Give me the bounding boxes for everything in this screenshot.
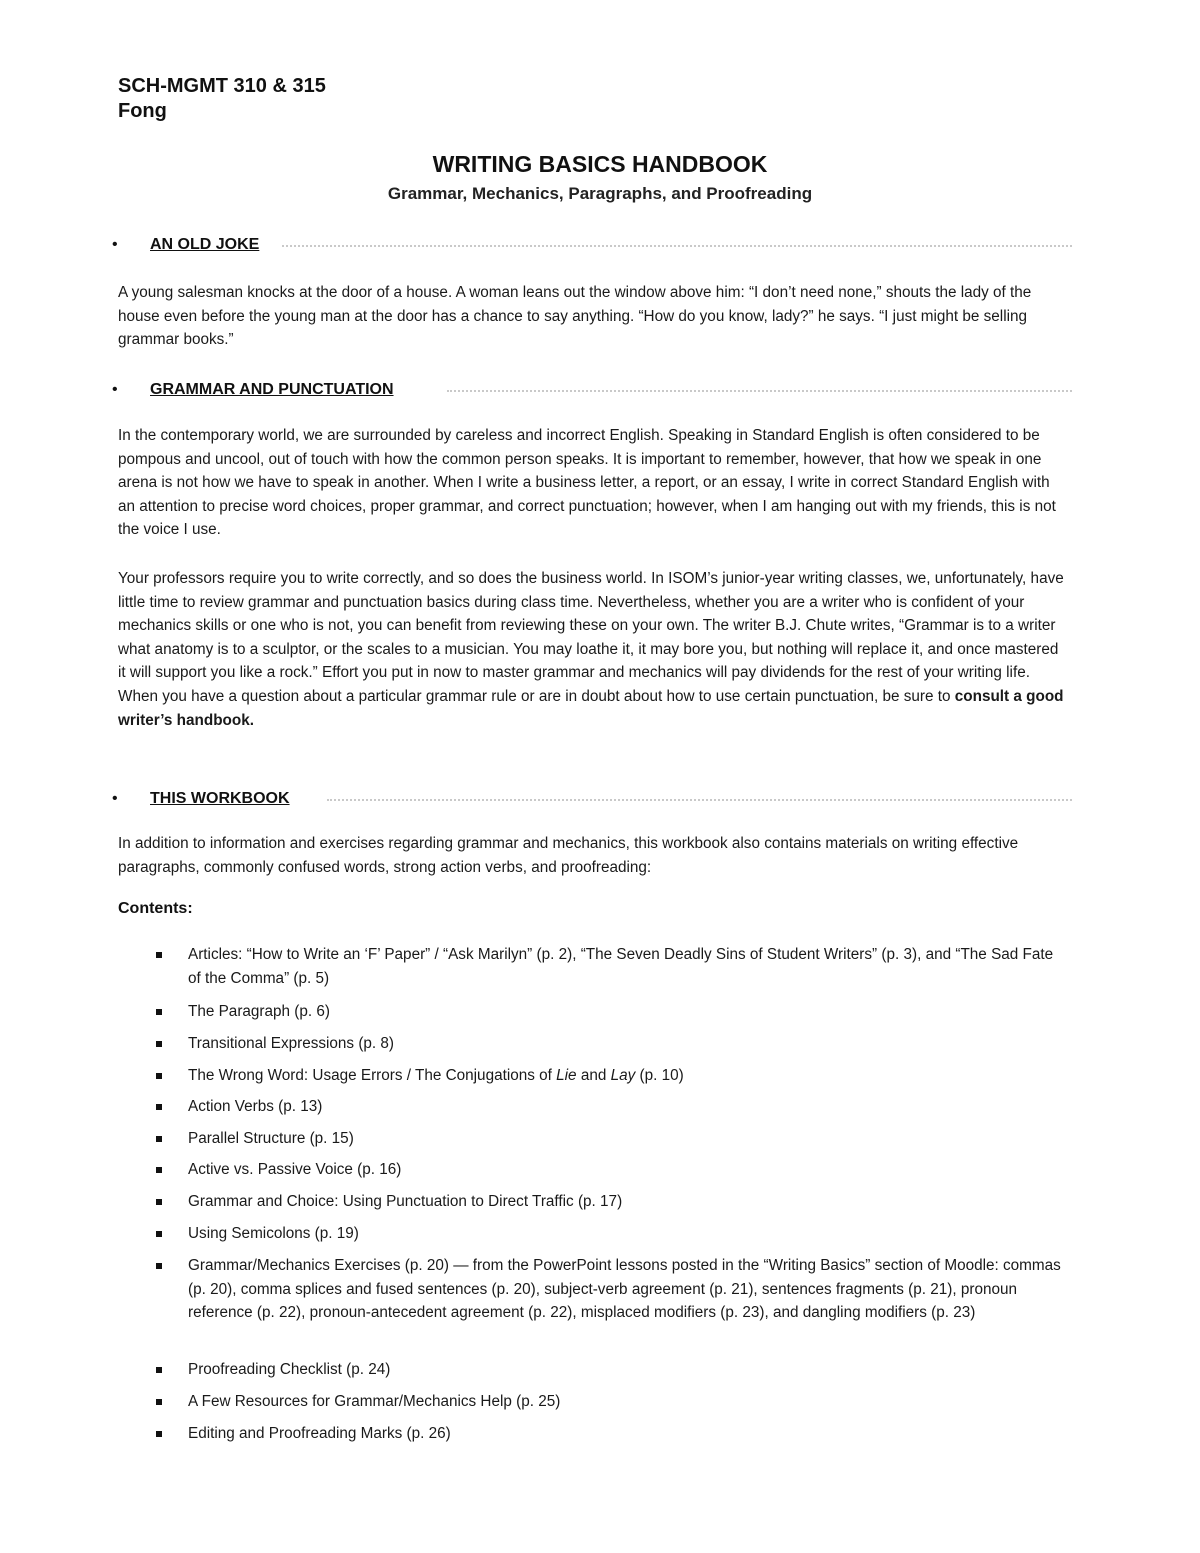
square-bullet-icon	[156, 1431, 162, 1437]
list-item-text: Using Semicolons (p. 19)	[188, 1225, 359, 1242]
document-title: WRITING BASICS HANDBOOK	[432, 151, 768, 177]
square-bullet-icon	[156, 1399, 162, 1405]
heading-bullet: •	[112, 236, 118, 253]
grammar-paragraph-1: In the contemporary world, we are surrounded by careless and incorrect English. Speaking in Standard English is often considered to be pompous and uncool, out of touch with how the common person speaks. It is important to remember, however, that how we speak in one arena is not how we have to speak in another. When I write a business letter, a report, or an essay, I write in correct Standard English with an attention to precise word choices, proper grammar, and correct punctuation; however, when I am hanging out with my friends, this is not the voice I use.	[118, 427, 1056, 539]
handbook-emphasis: consult a good writer’s handbook.	[118, 687, 1064, 729]
instructor-name: Fong	[118, 100, 167, 122]
square-bullet-icon	[156, 1231, 162, 1237]
square-bullet-icon	[156, 1009, 162, 1015]
heading-text: AN OLD JOKE	[150, 236, 260, 253]
square-bullet-icon	[156, 1073, 162, 1079]
list-item-text: Grammar and Choice: Using Punctuation to Direct Traffic (p. 17)	[188, 1193, 623, 1210]
square-bullet-icon	[156, 952, 162, 958]
section-heading-old-joke	[112, 233, 1072, 259]
scan-noise-divider	[327, 799, 1072, 801]
list-item-text: Grammar/Mechanics Exercises (p. 20) — from the PowerPoint lessons posted in the “Writing Basics” section of Moodle: commas (p. 20), comma splices and fused sentences (p. 20), subject-verb agreement (p. 21), sentences fragments (p. 21), pronoun reference (p. 22), pronoun-antecedent agreement (p. 22), misplaced modifiers (p. 23), and dangling modifiers (p. 23)	[188, 1257, 1061, 1322]
course-code: SCH-MGMT 310 & 315	[118, 75, 326, 97]
list-item-text: A Few Resources for Grammar/Mechanics Help (p. 25)	[188, 1393, 561, 1410]
square-bullet-icon	[156, 1104, 162, 1110]
workbook-paragraph: In addition to information and exercises regarding grammar and mechanics, this workbook also contains materials on writing effective paragraphs, commonly confused words, strong action verbs, and proofreading:	[118, 835, 1019, 876]
list-item-text: Parallel Structure (p. 15)	[188, 1130, 354, 1147]
square-bullet-icon	[156, 1167, 162, 1173]
grammar-paragraph-2-text: Your professors require you to write correctly, and so does the business world. In ISOM’s junior-year writing classes, we, unfortunately, have little time to review grammar and punctuation basics during class time. Nevertheless, whether you are a writer who is confident of your mechanics skills or one who is not, you can benefit from reviewing these on your own. The writer B.J. Chute writes, “Grammar is to a writer what anatomy is to a sculptor, or the scales to a musician. You may loathe it, it may bore you, but nothing will replace it, and once mastered it will support you like a rock.” Effort you put in now to master grammar and mechanics will pay dividends for the rest of your writing life. When you have a question about a particular grammar rule or are in doubt about how to use certain punctuation, be sure to	[118, 570, 1064, 705]
heading-bullet: •	[112, 381, 118, 398]
square-bullet-icon	[156, 1263, 162, 1269]
heading-text: GRAMMAR AND PUNCTUATION	[150, 381, 394, 398]
heading-bullet: •	[112, 790, 118, 807]
section-heading-workbook	[112, 787, 1072, 813]
list-item-text: Editing and Proofreading Marks (p. 26)	[188, 1425, 451, 1442]
document-subtitle: Grammar, Mechanics, Paragraphs, and Proofreading	[387, 184, 813, 203]
square-bullet-icon	[156, 1136, 162, 1142]
square-bullet-icon	[156, 1199, 162, 1205]
list-item-text: Proofreading Checklist (p. 24)	[188, 1361, 391, 1378]
old-joke-paragraph: A young salesman knocks at the door of a house. A woman leans out the window above him: “I don’t need none,” shouts the lady of the house even before the young man at the door has a chance to say anything. “How do you know, lady?” he says. “I just might be selling grammar books.”	[118, 284, 1032, 349]
course-header	[118, 74, 326, 124]
heading-text: THIS WORKBOOK	[150, 790, 290, 807]
list-item-text: The Wrong Word: Usage Errors / The Conjugations of Lie and Lay (p. 10)	[188, 1067, 684, 1084]
list-item-text: Transitional Expressions (p. 8)	[188, 1035, 395, 1052]
square-bullet-icon	[156, 1367, 162, 1373]
list-item-text: Active vs. Passive Voice (p. 16)	[188, 1161, 402, 1178]
grammar-paragraph-2	[118, 567, 1068, 732]
square-bullet-icon	[156, 1041, 162, 1047]
section-heading-grammar	[112, 378, 1072, 404]
scan-noise-divider	[282, 245, 1072, 247]
list-item-text: Articles: “How to Write an ‘F’ Paper” / “Ask Marilyn” (p. 2), “The Seven Deadly Sins of Student Writers” (p. 3), and “The Sad Fate of the Comma” (p. 5)	[188, 946, 1054, 987]
list-item-text: The Paragraph (p. 6)	[188, 1003, 330, 1020]
scan-noise-divider	[447, 390, 1072, 392]
list-item-text: Action Verbs (p. 13)	[188, 1098, 323, 1115]
contents-label: Contents:	[118, 900, 193, 917]
